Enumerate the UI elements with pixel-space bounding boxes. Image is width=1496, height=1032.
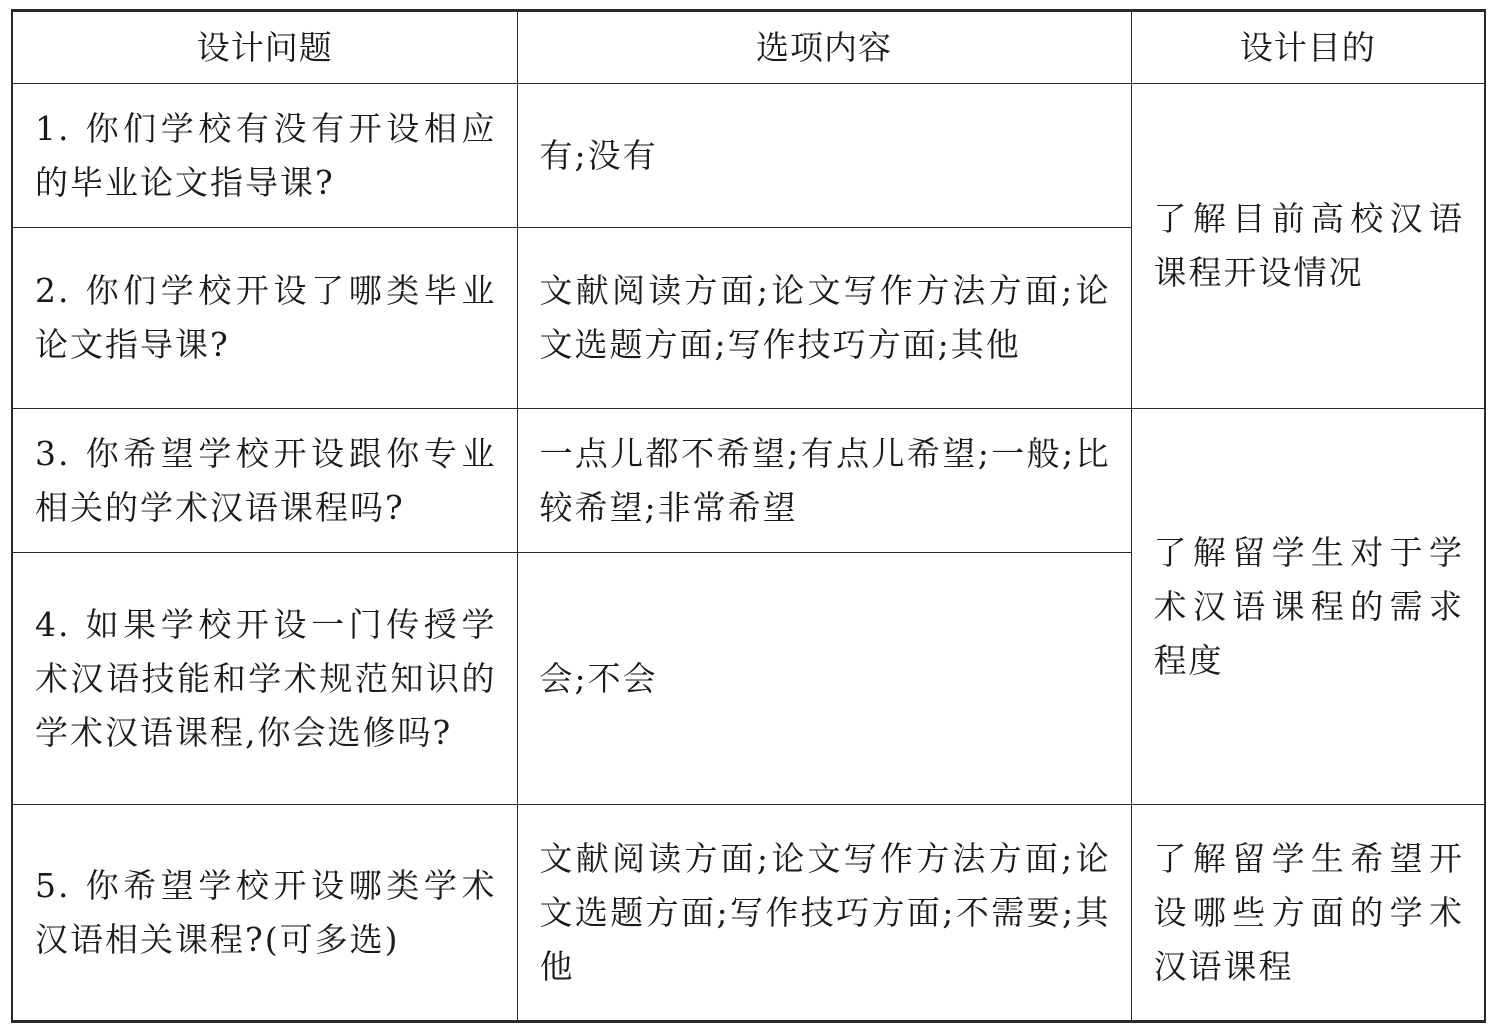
question-cell: 5. 你希望学校开设哪类学术汉语相关课程?(可多选): [12, 805, 517, 1022]
question-cell: 1. 你们学校有没有开设相应的毕业论文指导课?: [12, 84, 517, 228]
purpose-cell: 了解留学生对于学术汉语课程的需求程度: [1131, 409, 1485, 805]
options-cell: 一点儿都不希望;有点儿希望;一般;比较希望;非常希望: [517, 409, 1131, 553]
purpose-cell: 了解留学生希望开设哪些方面的学术汉语课程: [1131, 805, 1485, 1022]
question-cell: 2. 你们学校开设了哪类毕业论文指导课?: [12, 228, 517, 409]
header-purpose: 设计目的: [1131, 11, 1485, 84]
table-row: [12, 805, 1485, 1022]
options-cell: 文献阅读方面;论文写作方法方面;论文选题方面;写作技巧方面;其他: [517, 228, 1131, 409]
options-cell: 文献阅读方面;论文写作方法方面;论文选题方面;写作技巧方面;不需要;其他: [517, 805, 1131, 1022]
question-cell: 4. 如果学校开设一门传授学术汉语技能和学术规范知识的学术汉语课程,你会选修吗?: [12, 553, 517, 805]
header-row: [12, 11, 1485, 84]
question-cell: 3. 你希望学校开设跟你专业相关的学术汉语课程吗?: [12, 409, 517, 553]
header-question: 设计问题: [12, 11, 517, 84]
table-row: [12, 409, 1485, 553]
options-cell: 会;不会: [517, 553, 1131, 805]
purpose-cell: 了解目前高校汉语课程开设情况: [1131, 84, 1485, 409]
header-options: 选项内容: [517, 11, 1131, 84]
table-row: [12, 84, 1485, 228]
survey-design-table: [11, 9, 1486, 1023]
options-cell: 有;没有: [517, 84, 1131, 228]
